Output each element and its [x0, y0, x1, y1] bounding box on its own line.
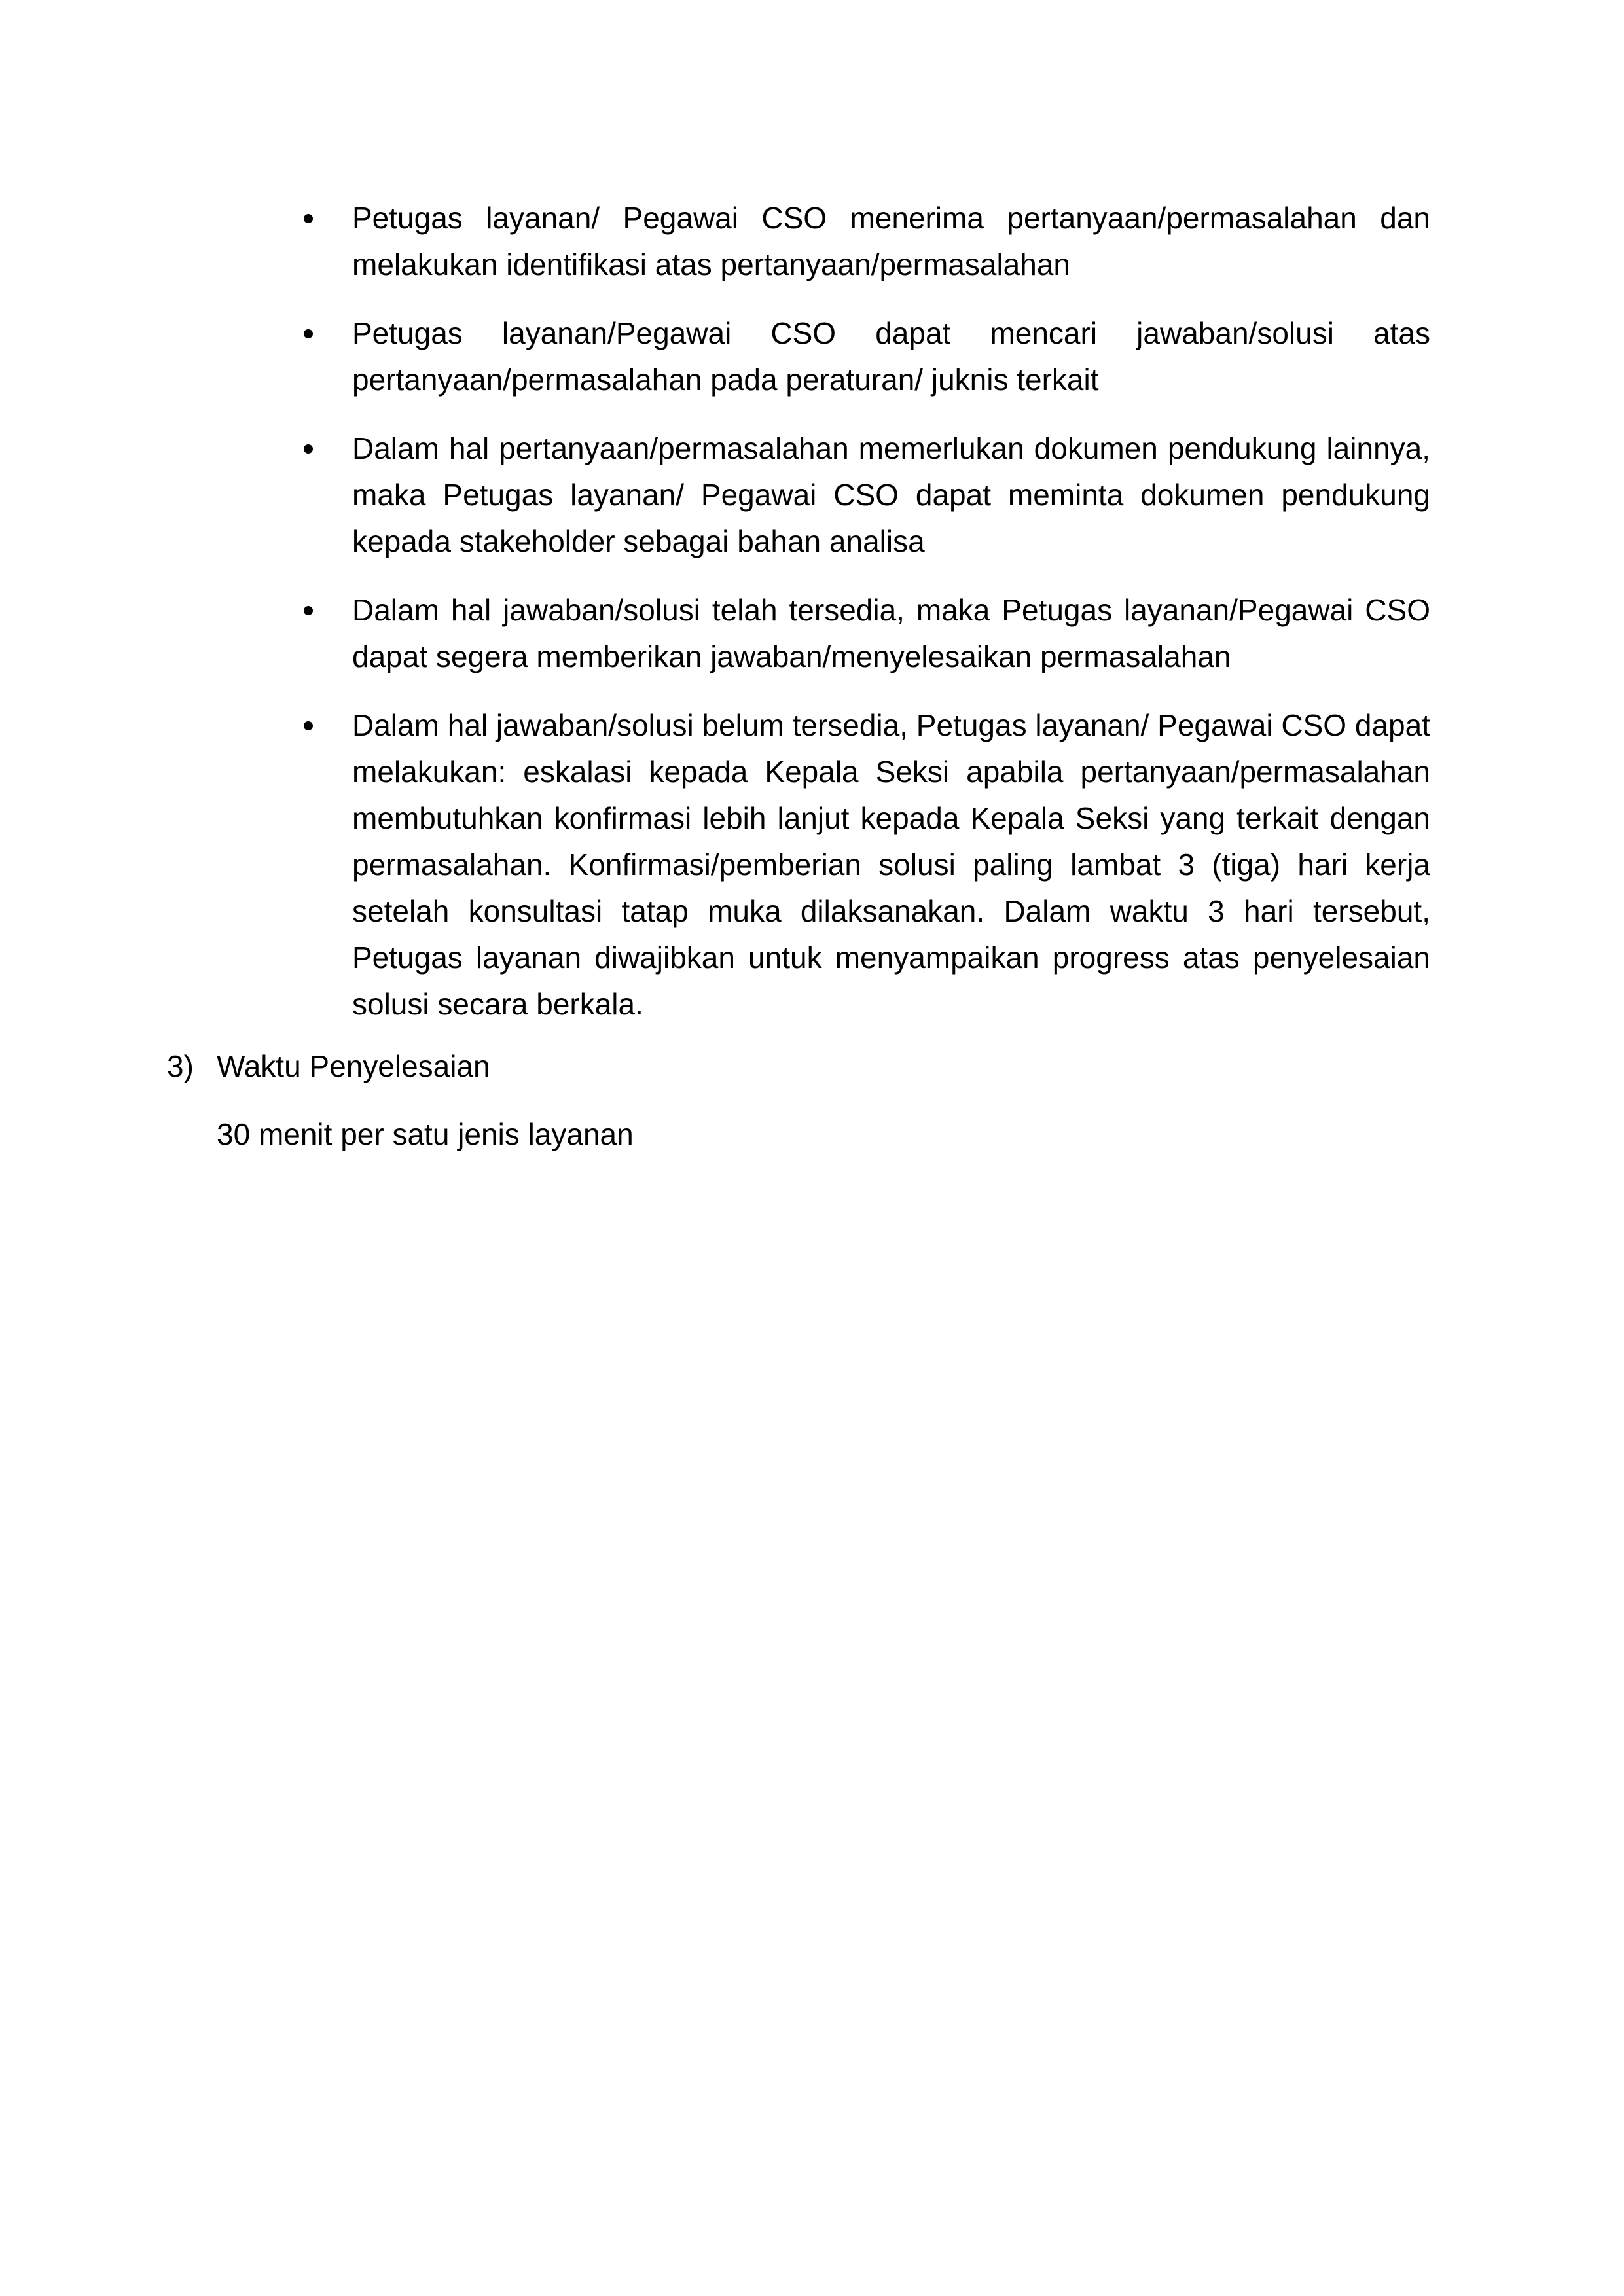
bullet-icon [304, 444, 313, 454]
list-item [288, 425, 1430, 565]
bullet-text: Petugas layanan/ Pegawai CSO menerima pertanyaan/permasalahan dan melakukan identifikasi atas pertanyaan/permasalahan [352, 201, 1430, 281]
list-item [288, 587, 1430, 680]
bullet-icon [304, 329, 313, 338]
bullet-text: Dalam hal jawaban/solusi telah tersedia, maka Petugas layanan/Pegawai CSO dapat segera memberikan jawaban/menyelesaikan permasalahan [352, 593, 1430, 673]
list-item [288, 195, 1430, 288]
list-item [288, 702, 1430, 1028]
bullet-text: Dalam hal pertanyaan/permasalahan memerlukan dokumen pendukung lainnya, maka Petugas layanan/ Pegawai CSO dapat meminta dokumen pendukung kepada stakeholder sebagai bahan analisa [352, 431, 1430, 558]
bullet-text: Dalam hal jawaban/solusi belum tersedia, Petugas layanan/ Pegawai CSO dapat melakukan: eskalasi kepada Kepala Seksi apabila pertanyaan/permasalahan membutuhkan konfirmasi lebih lanjut kepada Kepala Seksi yang terkait dengan permasalahan. Konfirmasi/pemberian solusi paling lambat 3 (tiga) hari kerja setelah konsultasi tatap muka dilaksanakan. Dalam waktu 3 hari tersebut, Petugas layanan diwajibkan untuk menyampaikan progress atas penyelesaian solusi secara berkala. [352, 708, 1430, 1021]
procedure-bullet-list [288, 195, 1430, 1050]
bullet-icon [304, 606, 313, 615]
bullet-icon [304, 721, 313, 730]
bullet-text: Petugas layanan/Pegawai CSO dapat mencari jawaban/solusi atas pertanyaan/permasalahan pada peraturan/ juknis terkait [352, 316, 1430, 397]
section-heading: Waktu Penyelesaian [217, 1049, 490, 1083]
bullet-icon [304, 214, 313, 223]
section-body: 30 menit per satu jenis layanan [217, 1117, 634, 1151]
list-item [288, 310, 1430, 403]
section-number: 3) [167, 1049, 194, 1083]
